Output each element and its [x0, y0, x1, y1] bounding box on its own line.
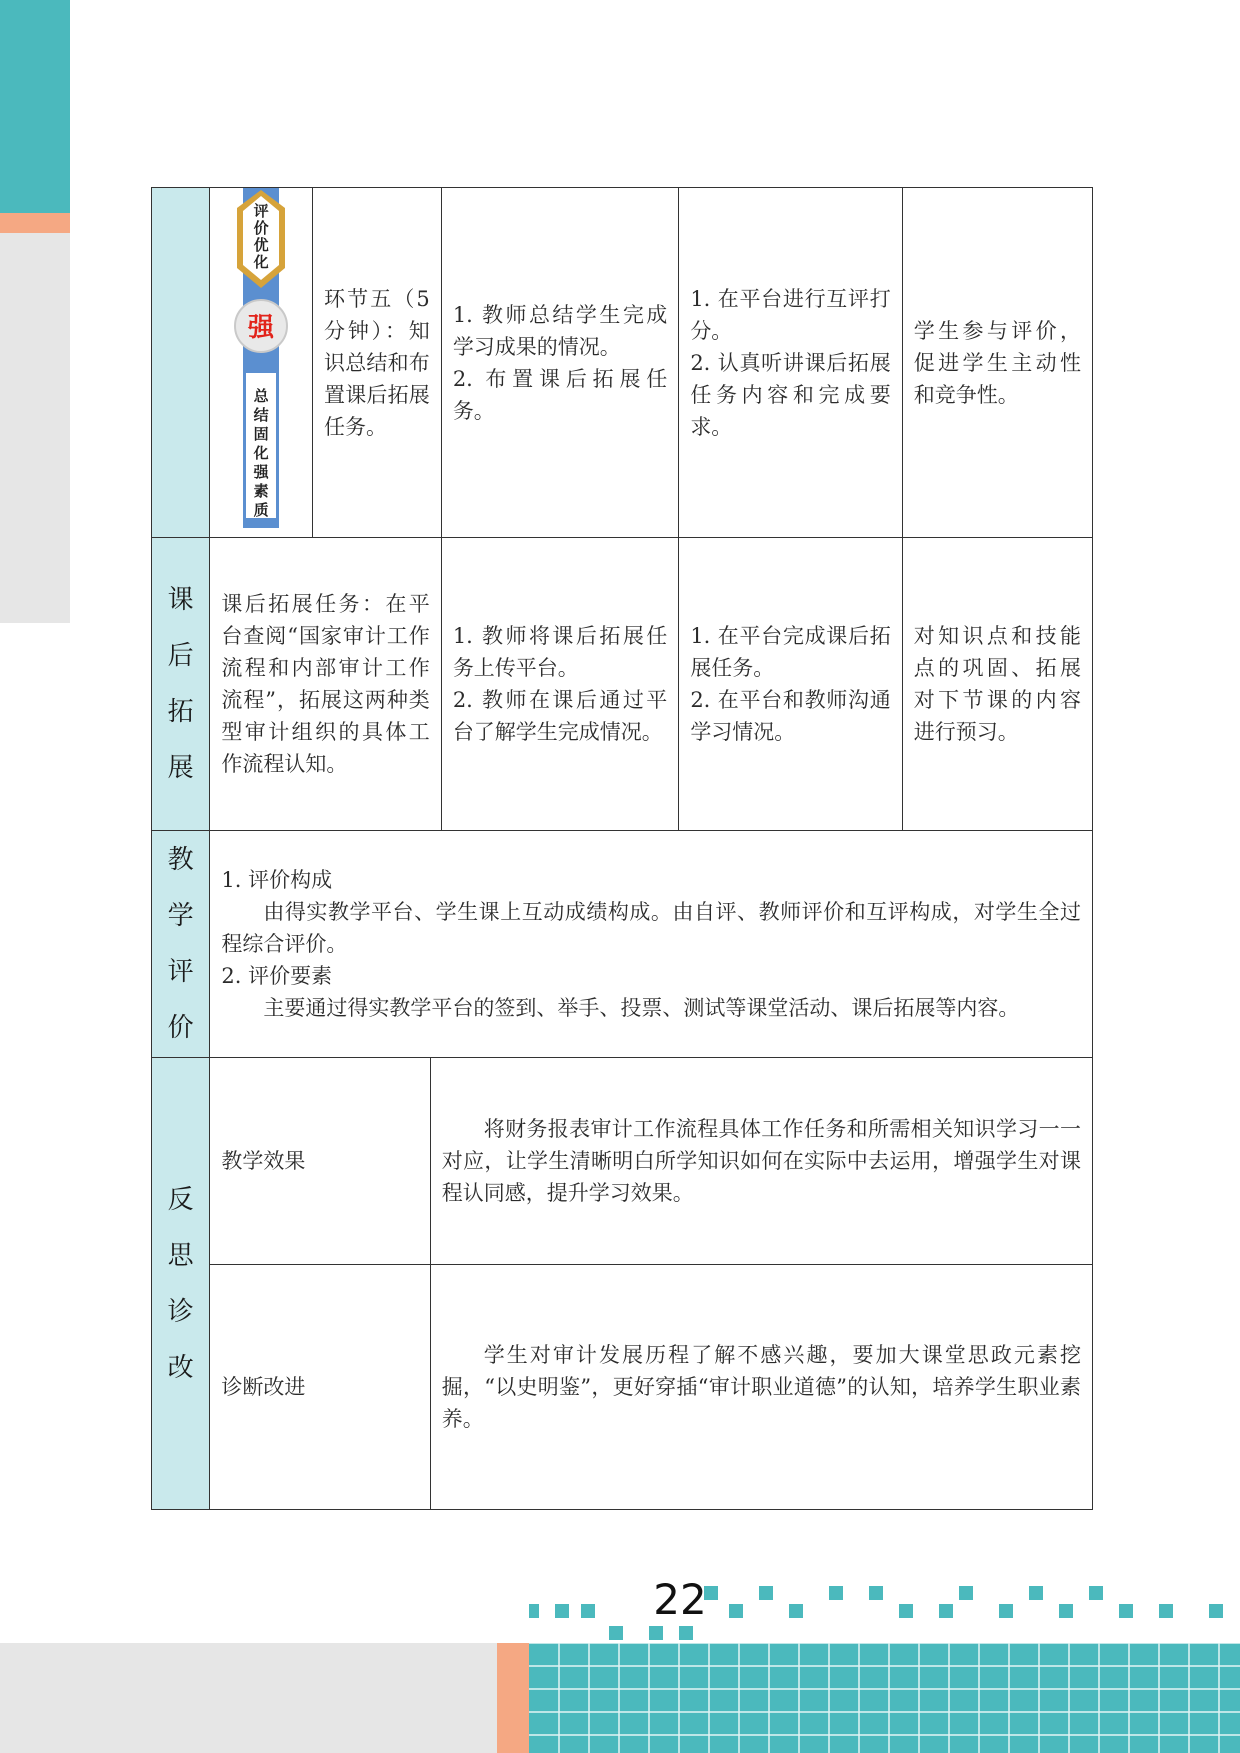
footer-peach-band [497, 1643, 529, 1753]
row-reflection-improve [152, 1265, 1093, 1510]
stage-badge [233, 188, 289, 537]
evaluation-paragraph-1: 由得实教学平台、学生课上互动成绩构成。由自评、教师评价和互评构成，对学生全过程综合评价。 [221, 900, 1081, 956]
after-class-teacher: 1. 教师将课后拓展任务上传平台。 2. 教师在课后通过平台了解学生完成情况。 [441, 538, 679, 831]
evaluation-heading-2: 2. 评价要素 [221, 964, 333, 988]
improve-label: 诊断改进 [210, 1265, 430, 1510]
after-class-header: 课后拓展 [167, 585, 194, 783]
after-class-task: 课后拓展任务：在平台查阅“国家审计工作流程和内部审计工作流程”，拓展这两种类型审计组织的具体工作流程认知。 [210, 538, 441, 831]
side-cell-empty [152, 188, 210, 538]
footer-mosaic [529, 1586, 1240, 1753]
badge-top-text: 评价优化 [253, 202, 269, 271]
left-gray-bar [0, 233, 70, 623]
badge-cell [210, 188, 313, 538]
page-number: 22 [653, 1575, 707, 1624]
after-class-intent: 对知识点和技能点的巩固、拓展对下节课的内容进行预习。 [902, 538, 1092, 831]
badge-bottom-text: 总结固化强素质 [253, 387, 269, 519]
row-reflection-effect [152, 1058, 1093, 1265]
row-stage-5 [152, 188, 1093, 538]
student-activity: 1. 在平台进行互评打分。 2. 认真听讲课后拓展任务内容和完成要求。 [679, 188, 902, 538]
reflection-header: 反思诊改 [167, 1184, 194, 1383]
stage-description: 环节五（5分钟）：知识总结和布置课后拓展任务。 [313, 188, 442, 538]
after-class-student: 1. 在平台完成课后拓展任务。 2. 在平台和教师沟通学习情况。 [679, 538, 902, 831]
design-intent: 学生参与评价，促进学生主动性和竞争性。 [902, 188, 1092, 538]
side-cell-evaluation [152, 831, 210, 1058]
evaluation-paragraph-2: 主要通过得实教学平台的签到、举手、投票、测试等课堂活动、课后拓展等内容。 [263, 996, 1020, 1020]
side-cell-after-class [152, 538, 210, 831]
teacher-activity: 1. 教师总结学生完成学习成果的情况。 2. 布置课后拓展任务。 [441, 188, 679, 538]
evaluation-header: 教学评价 [167, 845, 194, 1043]
lesson-table [151, 187, 1093, 1510]
badge-strong-char: 强 [248, 313, 275, 343]
evaluation-content [210, 831, 1093, 1058]
improve-text: 学生对审计发展历程了解不感兴趣，要加大课堂思政元素挖掘，“以史明鉴”，更好穿插“审计职业道德”的认知，培养学生职业素养。 [430, 1265, 1092, 1510]
effect-text: 将财务报表审计工作流程具体工作任务和所需相关知识学习一一对应，让学生清晰明白所学知识如何在实际中去运用，增强学生对课程认同感，提升学习效果。 [430, 1058, 1092, 1265]
left-teal-bar [0, 0, 70, 213]
side-cell-reflection [152, 1058, 210, 1510]
left-peach-bar [0, 213, 70, 233]
row-evaluation [152, 831, 1093, 1058]
effect-label: 教学效果 [210, 1058, 430, 1265]
evaluation-heading-1: 1. 评价构成 [221, 868, 333, 892]
footer-gray-band [0, 1643, 500, 1753]
row-after-class [152, 538, 1093, 831]
